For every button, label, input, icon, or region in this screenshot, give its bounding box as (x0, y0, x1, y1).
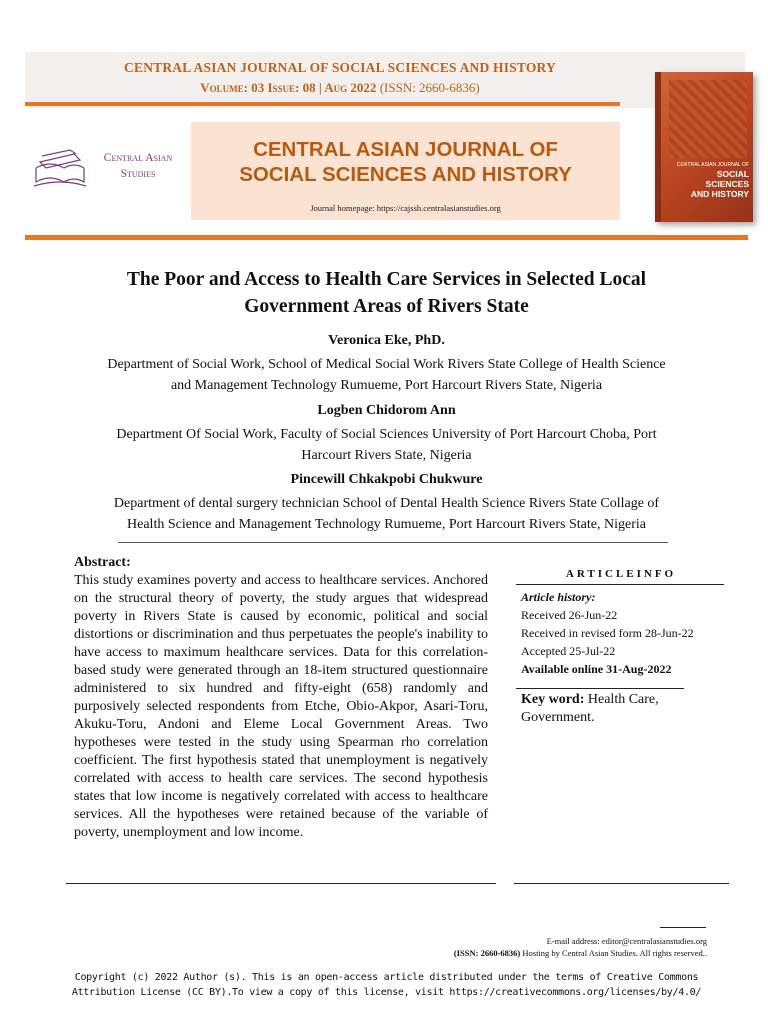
cover-spine (655, 72, 661, 222)
author-affiliation (60, 424, 713, 466)
affiliation-line: Department Of Social Work, Faculty of Social Sciences University of Port Harcourt Choba, Port (116, 427, 657, 442)
footer-hosting (300, 948, 707, 958)
header-rule (25, 102, 620, 106)
logo-text-line2: Studies (120, 168, 156, 180)
footnote-rule (660, 927, 706, 928)
article-info-heading: ARTICLEINFO (565, 568, 677, 580)
revised-date: Received in revised form 28-Jun-22 (521, 626, 694, 640)
copyright-line1: Copyright (c) 2022 Author (s). This is an open-access article distributed under the terms of Creative Commons (74, 972, 699, 983)
journal-title-line1: CENTRAL ASIAN JOURNAL OF (253, 138, 558, 161)
journal-cover-image (655, 72, 753, 222)
received-date: Received 26-Jun-22 (521, 608, 618, 622)
journal-name-top: CENTRAL ASIAN JOURNAL OF SOCIAL SCIENCES AND HISTORY (124, 60, 556, 75)
cover-art (669, 80, 747, 158)
author-affiliation (60, 493, 713, 535)
logo-text-line1: Central Asian (103, 152, 173, 164)
cover-line2: SCIENCES (705, 179, 749, 189)
cover-text (669, 162, 749, 199)
journal-homepage[interactable]: Journal homepage: https://cajssh.centralasianstudies.org (310, 203, 501, 213)
cover-line3: AND HISTORY (690, 189, 749, 199)
keywords-bottom-rule (514, 883, 729, 884)
abstract-bottom-rule (66, 883, 496, 884)
cover-small-text: CENTRAL ASIAN JOURNAL OF (676, 162, 749, 168)
cover-line1: SOCIAL (716, 169, 749, 179)
keywords-values: Health Care, Government. (521, 692, 659, 725)
abstract-heading: Abstract: (74, 555, 131, 570)
central-asian-studies-logo (30, 138, 190, 202)
article-title-line1: The Poor and Access to Health Care Services in Selected Local (126, 269, 647, 290)
author-name: Logben Chidorom Ann (317, 403, 456, 418)
keywords-top-rule (516, 688, 684, 689)
copyright-line2[interactable]: Attribution License (CC BY).To view a copy of this license, visit https://creativecommons.org/licenses/by/4.0/ (71, 987, 702, 998)
abstract-body: This study examines poverty and access to healthcare services. Anchored on the structural theory of poverty, the study argues that widespread poverty in Rivers State is caused by economic, political and social distortions or discrimination and thus perpetuates the people's inability to have access to maximum healthcare services. Data for this correlation-based study were generated through an 18-item structured questionnaire administered to six hundred and fifty-eight (658) randomly and purposively selected respondents from Etche, Obio-Akpor, Asari-Toru, Akuku-Toru, Andoni and Eleme Local Government Areas. Two hypotheses were tested in the study using Spearman rho correlation coefficient. The first hypothesis stated that unemployment is negatively correlated with access to health care services. The second hypothesis states that low income is negatively correlated with access to healthcare services. All the hypotheses were retained because of the variable of poverty, unemployment and low income. (74, 573, 488, 840)
volume-line (60, 80, 620, 96)
header-bottom-rule (25, 235, 748, 240)
issn-top: (ISSN: 2660-6836) (379, 80, 480, 95)
affiliation-line: and Management Technology Rumueme, Port Harcourt Rivers State, Nigeria (170, 378, 603, 393)
authors-divider (118, 542, 668, 543)
article-title-line2: Government Areas of Rivers State (244, 296, 529, 317)
affiliation-line: Health Science and Management Technology Rumueme, Port Harcourt Rivers State, Nigeria (127, 517, 646, 532)
author-affiliation (60, 354, 713, 396)
keywords (521, 691, 721, 727)
accepted-date: Accepted 25-Jul-22 (521, 644, 616, 658)
article-history-label: Article history: (521, 590, 596, 604)
volume-issue: Volume: 03 Issue: 08 | Aug 2022 (200, 80, 377, 95)
author-name: Pincewill Chkakpobi Chukwure (290, 472, 483, 487)
affiliation-line: Department of dental surgery technician School of Dental Health Science Rivers State Collage of (113, 496, 660, 511)
logo-text (88, 150, 188, 182)
books-logo-icon (30, 138, 90, 198)
article-history (521, 588, 731, 678)
footer-hosting-text: Hosting by Central Asian Studies. All rights reserved.. (522, 948, 707, 958)
author-name: Veronica Eke, PhD. (328, 333, 445, 348)
article-info-rule (516, 584, 724, 585)
footer-email[interactable]: E-mail address: editor@centralasianstudies.org (546, 936, 707, 946)
copyright-notice (40, 970, 733, 1000)
article-title (40, 266, 733, 320)
keywords-label: Key word: (521, 692, 585, 707)
journal-title (191, 137, 620, 187)
journal-title-line2: SOCIAL SCIENCES AND HISTORY (239, 163, 572, 186)
online-date: Available online 31-Aug-2022 (521, 662, 672, 676)
affiliation-line: Harcourt Rivers State, Nigeria (301, 448, 472, 463)
footer-issn: (ISSN: 2660-6836) (453, 948, 521, 958)
affiliation-line: Department of Social Work, School of Medical Social Work Rivers State College of Health Science (107, 357, 666, 372)
